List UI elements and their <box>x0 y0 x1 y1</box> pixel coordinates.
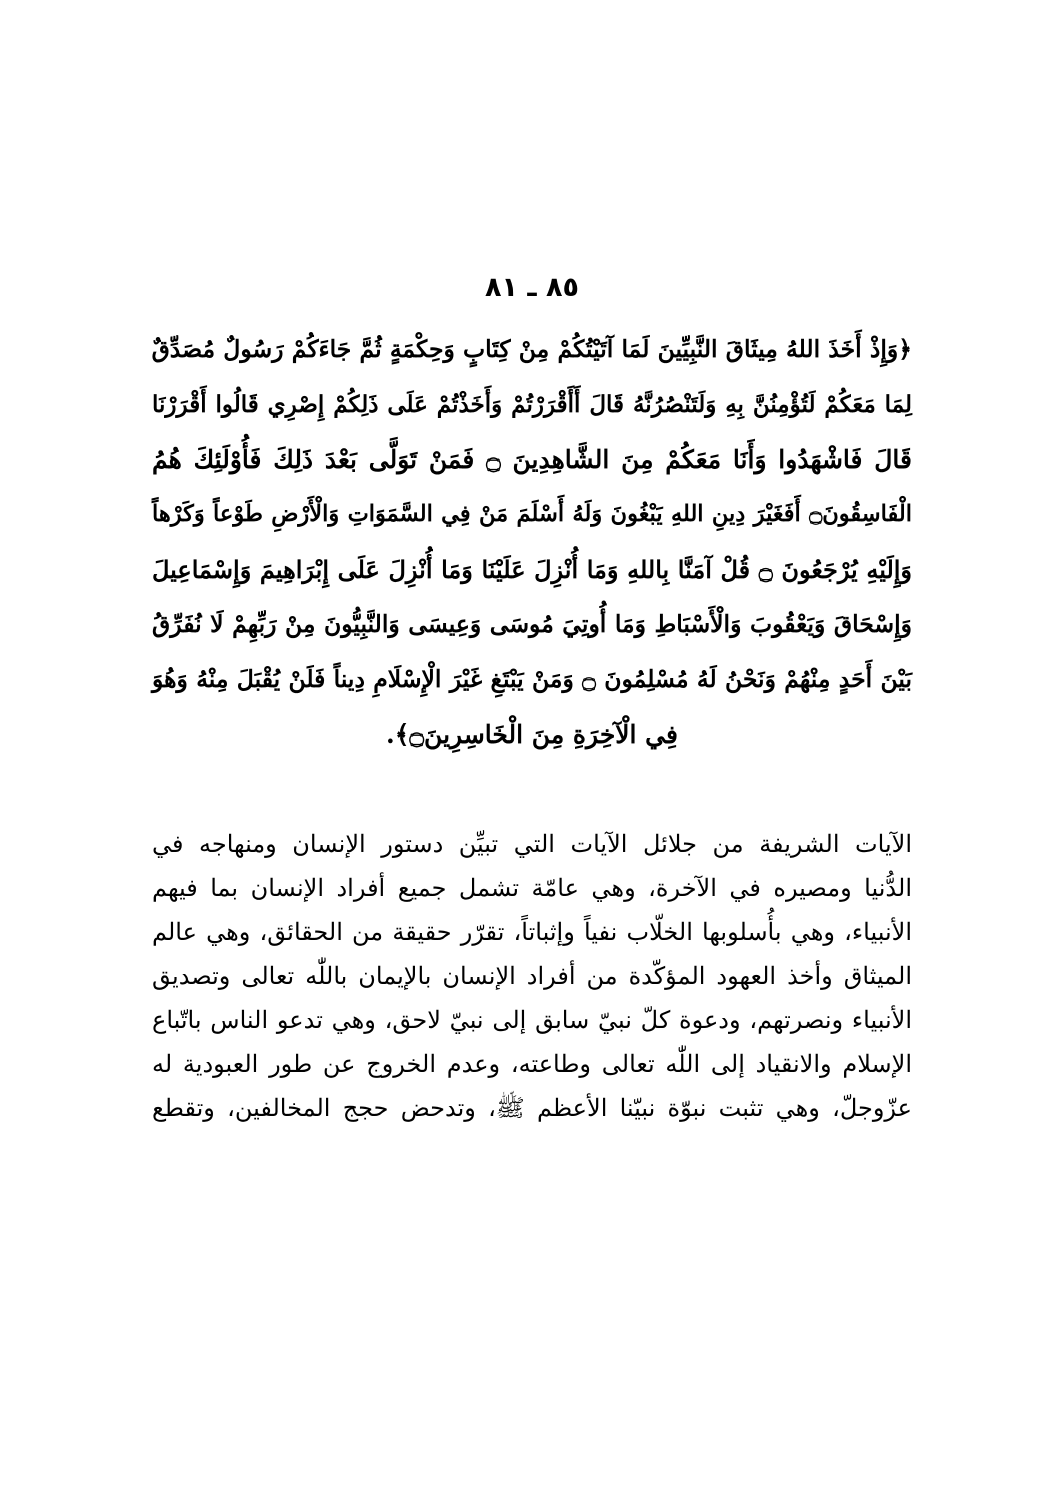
quran-line: وَإِلَيْهِ يُرْجَعُونَ ۝ قُلْ آمَنَّا بِاللهِ وَمَا أُنْزِلَ عَلَيْنَا وَمَا أُنْزِلَ عَلَى إِبْرَاهِيمَ وَإِسْمَاعِيلَ <box>152 555 913 584</box>
quran-line: الْفَاسِقُونَ۝ أَفَغَيْرَ دِينِ اللهِ يَبْغُونَ وَلَهُ أَسْلَمَ مَنْ فِي السَّمَوَاتِ وَالْأَرْضِ طَوْعاً وَكَرْهاً <box>152 501 912 527</box>
quran-line: لِمَا مَعَكُمْ لَتُؤْمِنُنَّ بِهِ وَلَتَنْصُرُنَّهُ قَالَ أَأَقْرَرْتُمْ وَأَخَذْتُمْ عَلَى ذَلِكُمْ إِصْرِي قَالُوا أَقْرَرْنَا <box>152 391 912 418</box>
quran-line: وَإِسْحَاقَ وَيَعْقُوبَ وَالْأَسْبَاطِ وَمَا أُوتِيَ مُوسَى وَعِيسَى وَالنَّبِيُّونَ مِنْ رَبِّهِمْ لَا نُفَرِّقُ <box>152 610 912 638</box>
verse-range-heading: ٨٥ ـ ٨١ <box>485 272 579 303</box>
quran-line-last: فِي الْآخِرَةِ مِنَ الْخَاسِرِينَ۝﴾. <box>386 720 678 749</box>
paragraph-line: الأنبياء، وهي بأُسلوبها الخلّاب نفياً وإثباتاً، تقرّر حقيقة من الحقائق، وهي عالم <box>152 918 913 946</box>
quran-verses-block <box>152 322 912 762</box>
paragraph-line: الدُّنيا ومصيره في الآخرة، وهي عامّة تشمل جميع أفراد الإنسان بما فيهم <box>152 874 912 902</box>
quran-line: قَالَ فَاشْهَدُوا وَأَنَا مَعَكُمْ مِنَ الشَّاهِدِينَ ۝ فَمَنْ تَوَلَّى بَعْدَ ذَلِكَ فَأُوْلَئِكَ هُمُ <box>152 445 912 474</box>
paragraph-line: الميثاق وأخذ العهود المؤكّدة من أفراد الإنسان بالإيمان باللّٰه تعالى وتصديق <box>152 962 912 990</box>
quran-line: بَيْنَ أَحَدٍ مِنْهُمْ وَنَحْنُ لَهُ مُسْلِمُونَ ۝ وَمَنْ يَبْتَغِ غَيْرَ الْإِسْلَامِ دِيناً فَلَنْ يُقْبَلَ مِنْهُ وَهُوَ <box>152 665 912 693</box>
paragraph-line: الأنبياء ونصرتهم، ودعوة كلّ نبيّ سابق إلى نبيّ لاحق، وهي تدعو الناس باتّباع <box>152 1006 912 1034</box>
quran-line: ﴿وَإِذْ أَخَذَ اللهُ مِيثَاقَ النَّبِيِّينَ لَمَا آتَيْتُكُمْ مِنْ كِتَابٍ وَحِكْمَةٍ ثُمَّ جَاءَكُمْ رَسُولٌ مُصَدِّقٌ <box>151 335 912 363</box>
commentary-paragraph <box>152 822 912 1130</box>
paragraph-line: عزّوجلّ، وهي تثبت نبوّة نبيّنا الأعظم ﷺ، وتدحض حجج المخالفين، وتقطع <box>152 1094 912 1122</box>
paragraph-line: الإسلام والانقياد إلى اللّٰه تعالى وطاعته، وعدم الخروج عن طور العبودية له <box>152 1050 912 1078</box>
paragraph-line: الآيات الشريفة من جلائل الآيات التي تبيِّن دستور الإنسان ومنهاجه في <box>152 830 912 858</box>
